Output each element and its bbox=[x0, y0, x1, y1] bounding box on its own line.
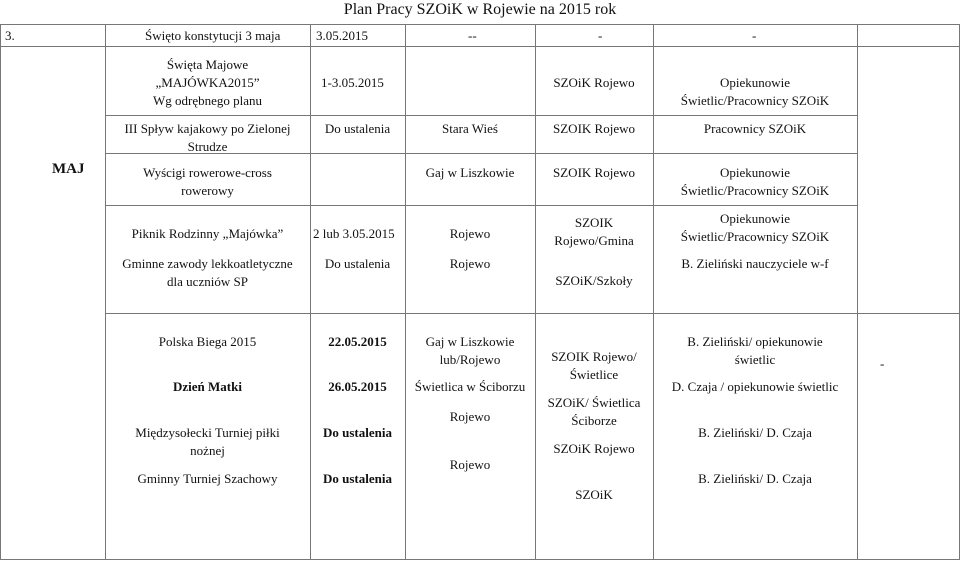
event-date: 3.05.2015 bbox=[316, 28, 368, 43]
event-date: 1-3.05.2015 bbox=[321, 75, 384, 90]
event-place: Gaj w Liszkowie lub/Rojewo bbox=[425, 334, 515, 367]
event-responsible: Opiekunowie Świetlic/Pracownicy SZOiK bbox=[680, 75, 830, 108]
event-organizer: SZOIK Rojewo/Gmina bbox=[554, 215, 634, 248]
event-place: -- bbox=[468, 28, 477, 43]
event-organizer: SZOiK Rojewo bbox=[553, 75, 635, 90]
event-place: Gaj w Liszkowie bbox=[425, 165, 515, 180]
page-title: Plan Pracy SZOiK w Rojewie na 2015 rok bbox=[343, 1, 617, 18]
event-name: Polska Biega 2015 bbox=[158, 334, 257, 349]
event-organizer: SZOiK/ Świetlica Ściborze bbox=[547, 395, 641, 428]
event-date: 26.05.2015 bbox=[328, 379, 387, 394]
row-number: 3. bbox=[5, 28, 15, 43]
event-date: Do ustalenia bbox=[323, 425, 392, 440]
table-top-border bbox=[0, 24, 960, 25]
event-responsible: - bbox=[752, 28, 757, 43]
event-organizer: SZOIK Rojewo bbox=[553, 121, 635, 136]
event-organizer: SZOiK bbox=[575, 487, 613, 502]
column-divider bbox=[405, 24, 406, 560]
row-divider bbox=[0, 46, 960, 47]
row-divider bbox=[105, 115, 857, 116]
event-name: Święta Majowe „MAJÓWKA2015” Wg odrębnego planu bbox=[152, 57, 263, 108]
event-responsible: B. Zieliński nauczyciele w-f bbox=[681, 256, 829, 271]
event-responsible: Opiekunowie Świetlic/Pracownicy SZOiK bbox=[680, 165, 830, 198]
month-label: MAJ bbox=[52, 161, 85, 177]
event-responsible: B. Zieliński/ opiekunowie świetlic bbox=[687, 334, 823, 367]
event-responsible: B. Zieliński/ D. Czaja bbox=[698, 425, 812, 440]
event-date: Do ustalenia bbox=[324, 121, 391, 136]
table-bottom-border bbox=[0, 559, 960, 560]
event-place: Świetlica w Ściborzu bbox=[414, 379, 526, 394]
row-divider bbox=[105, 205, 857, 206]
event-organizer: SZOiK Rojewo bbox=[553, 441, 635, 456]
event-place: Rojewo bbox=[449, 256, 491, 271]
event-name: Gminny Turniej Szachowy bbox=[137, 471, 278, 486]
event-name: Gminne zawody lekkoatletyczne dla uczniów SP bbox=[122, 256, 293, 289]
event-place: Stara Wieś bbox=[442, 121, 498, 136]
event-place: Rojewo bbox=[449, 409, 491, 424]
event-date: Do ustalenia bbox=[324, 256, 391, 271]
event-responsible: Pracownicy SZOiK bbox=[703, 121, 807, 136]
event-date: 2 lub 3.05.2015 bbox=[313, 226, 395, 241]
event-place: Rojewo bbox=[449, 457, 491, 472]
event-organizer: SZOIK Rojewo bbox=[553, 165, 635, 180]
event-date: Do ustalenia bbox=[323, 471, 392, 486]
event-name: Wyścigi rowerowe-cross rowerowy bbox=[143, 165, 272, 198]
event-name: III Spływ kajakowy po Zielonej Strudze bbox=[124, 121, 291, 154]
event-organizer: - bbox=[598, 28, 603, 43]
event-name: Dzień Matki bbox=[173, 379, 242, 394]
event-name: Międzysołecki Turniej piłki nożnej bbox=[135, 425, 280, 458]
column-divider bbox=[535, 24, 536, 560]
event-responsible: D. Czaja / opiekunowie świetlic bbox=[671, 379, 839, 394]
event-name: Święto konstytucji 3 maja bbox=[145, 28, 281, 43]
column-divider bbox=[857, 24, 858, 560]
event-date: 22.05.2015 bbox=[328, 334, 387, 349]
event-name: Piknik Rodzinny „Majówka” bbox=[131, 226, 284, 241]
event-place: Rojewo bbox=[449, 226, 491, 241]
event-organizer: SZOiK/Szkoły bbox=[555, 273, 633, 288]
event-responsible: B. Zieliński/ D. Czaja bbox=[698, 471, 812, 486]
event-responsible: Opiekunowie Świetlic/Pracownicy SZOiK bbox=[680, 211, 830, 244]
column-divider bbox=[0, 24, 1, 560]
extra-column-value: - bbox=[880, 356, 885, 371]
row-divider bbox=[105, 313, 960, 314]
event-organizer: SZOIK Rojewo/ Świetlice bbox=[551, 349, 637, 382]
